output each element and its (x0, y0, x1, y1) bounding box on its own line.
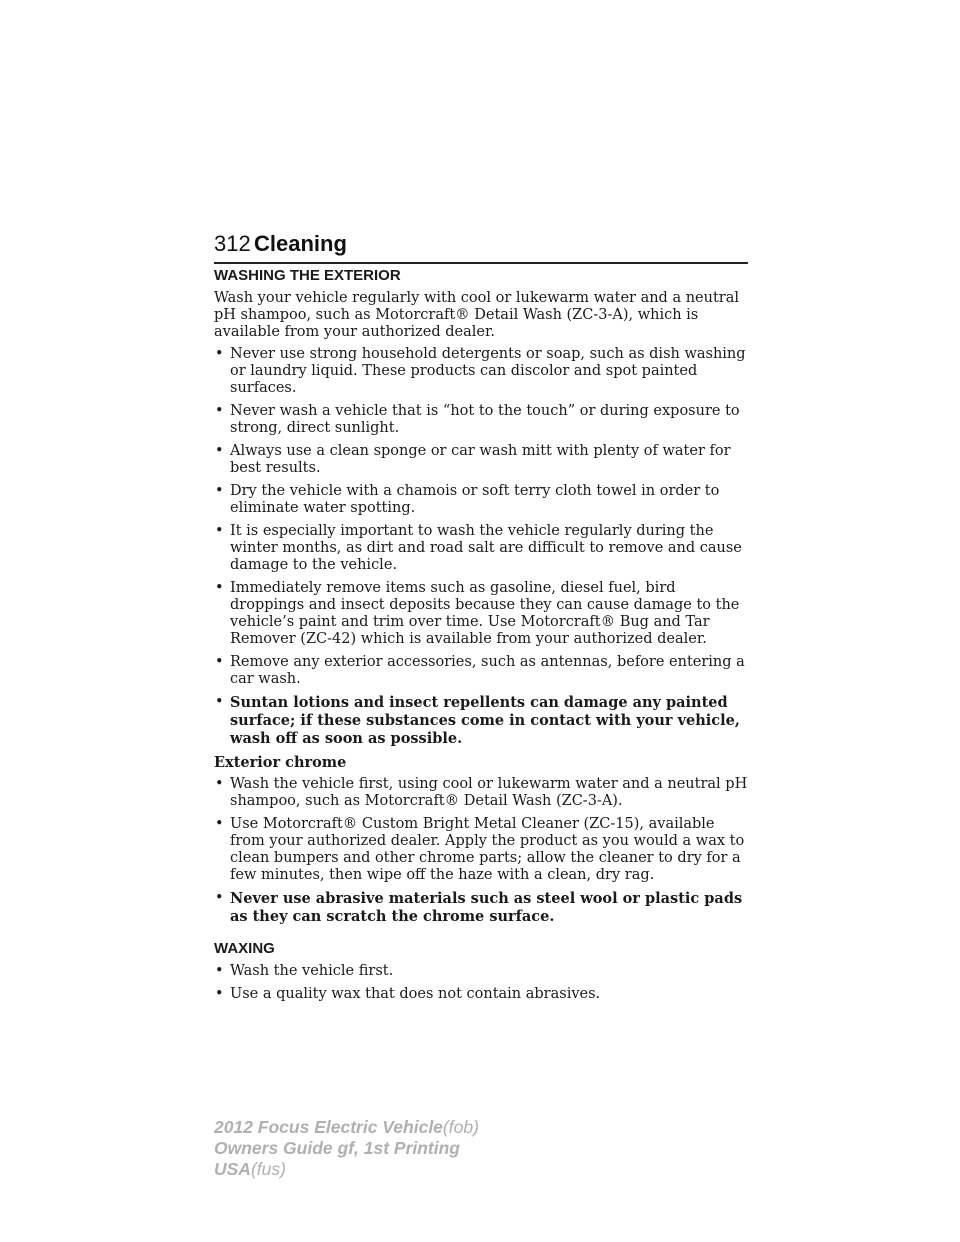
list-item (214, 403, 750, 437)
chrome-heading: Exterior chrome (214, 754, 347, 771)
bullet-text: Use Motorcraft® Custom Bright Metal Cleaner (ZC-15), available from your authorized dealer. Apply the product as you would a wax to clean bumpers and other chrome parts; allow the cleaner to dry for a few minutes, then wipe off the haze with a clean, dry rag. (230, 816, 745, 883)
bullet-mark: • (215, 483, 224, 499)
washing-bullet-list (214, 346, 750, 748)
bullet-text: It is especially important to wash the vehicle regularly during the winter months, as dirt and road salt are difficult to remove and cause damage to the vehicle. (230, 523, 742, 573)
bullet-text: Dry the vehicle with a chamois or soft terry cloth towel in order to eliminate water spotting. (230, 483, 720, 516)
list-item (214, 890, 750, 926)
footer-line-2 (214, 1138, 479, 1159)
list-item (214, 346, 750, 397)
bullet-mark: • (215, 963, 224, 979)
footer-guide: Owners Guide gf, 1st Printing (214, 1138, 460, 1158)
chrome-bullet-list (214, 776, 750, 926)
page-content (214, 267, 750, 1009)
waxing-heading: WAXING (214, 940, 275, 957)
bullet-mark: • (215, 580, 224, 596)
bullet-text: Never use strong household detergents or soap, such as dish washing or laundry liquid. These products can discolor and spot painted surfaces. (230, 346, 746, 396)
footer-vehicle: 2012 Focus Electric Vehicle (214, 1117, 443, 1137)
bullet-mark: • (215, 694, 224, 710)
bullet-mark: • (215, 890, 224, 906)
print-footer (214, 1117, 479, 1180)
washing-intro: Wash your vehicle regularly with cool or lukewarm water and a neutral pH shampoo, such as Motorcraft® Detail Wash (ZC-3-A), which is available from your authorized dealer. (214, 290, 740, 340)
bullet-text: Suntan lotions and insect repellents can damage any painted surface; if these substances come in contact with your vehicle, wash off as soon as possible. (230, 694, 740, 747)
bullet-text: Never use abrasive materials such as steel wool or plastic pads as they can scratch the chrome surface. (230, 890, 743, 925)
bullet-text: Wash the vehicle first, using cool or lukewarm water and a neutral pH shampoo, such as Motorcraft® Detail Wash (ZC-3-A). (230, 776, 748, 809)
list-item (214, 694, 750, 748)
bullet-mark: • (215, 523, 224, 539)
bullet-text: Remove any exterior accessories, such as antennas, before entering a car wash. (230, 654, 745, 687)
bullet-text: Never wash a vehicle that is “hot to the touch” or during exposure to strong, direct sunlight. (230, 403, 740, 436)
footer-line-3 (214, 1159, 479, 1180)
list-item (214, 816, 750, 884)
bullet-mark: • (215, 776, 224, 792)
list-item (214, 963, 750, 980)
bullet-mark: • (215, 986, 224, 1002)
waxing-bullet-list (214, 963, 750, 1003)
bullet-mark: • (215, 443, 224, 459)
bullet-mark: • (215, 654, 224, 670)
bullet-text: Wash the vehicle first. (230, 963, 394, 979)
bullet-text: Immediately remove items such as gasoline, diesel fuel, bird droppings and insect deposits because they can cause damage to the vehicle’s paint and trim over time. Use Motorcraft® Bug and Tar Remover (ZC-42) which is available from your authorized dealer. (230, 580, 740, 647)
list-item (214, 986, 750, 1003)
footer-vehicle-code: (fob) (442, 1117, 479, 1137)
bullet-mark: • (215, 403, 224, 419)
list-item (214, 776, 750, 810)
page-number: 312 (214, 231, 251, 256)
list-item (214, 580, 750, 648)
bullet-text: Use a quality wax that does not contain abrasives. (230, 986, 601, 1002)
list-item (214, 523, 750, 574)
footer-market-code: (fus) (250, 1159, 286, 1179)
footer-line-1 (214, 1117, 479, 1138)
list-item (214, 443, 750, 477)
page-header (214, 230, 748, 264)
bullet-mark: • (215, 816, 224, 832)
bullet-text: Always use a clean sponge or car wash mitt with plenty of water for best results. (230, 443, 731, 476)
list-item (214, 483, 750, 517)
footer-market: USA (214, 1159, 251, 1179)
bullet-mark: • (215, 346, 224, 362)
list-item (214, 654, 750, 688)
washing-heading: WASHING THE EXTERIOR (214, 267, 401, 284)
section-title: Cleaning (254, 231, 347, 256)
